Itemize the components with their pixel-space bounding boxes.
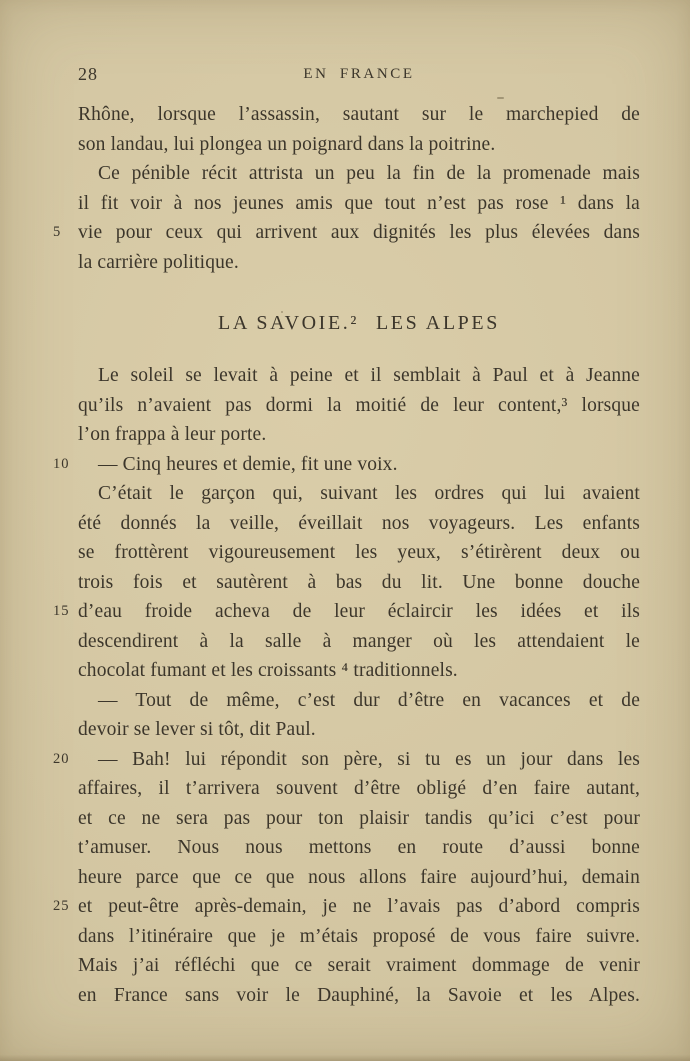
text-line: — Tout de même, c’est dur d’être en vacances et de: [98, 689, 640, 711]
margin-line-number: 10: [53, 455, 70, 472]
text-line: et ce ne sera pas pour ton plaisir tandis qu’ici c’est pour: [78, 807, 640, 829]
text-line: heure parce que ce que nous allons faire aujourd’hui, demain: [78, 866, 640, 888]
text-line: affaires, il t’arrivera souvent d’être obligé d’en faire autant,: [78, 778, 640, 799]
text-line: été donnés la veille, éveillait nos voyageurs. Les enfants: [78, 512, 640, 534]
text-line: Rhône, lorsque l’assassin, sautant sur le marchepied de: [78, 104, 640, 125]
paragraph: [78, 100, 640, 159]
paragraph: [53, 450, 640, 480]
text-line: 5 vie pour ceux qui arrivent aux dignités les plus élevées dans: [78, 218, 640, 248]
text-line: 10 — Cinq heures et demie, fit une voix.: [78, 450, 640, 480]
text-line: Mais j’ai réfléchi que ce serait vraiment dommage de venir: [78, 955, 640, 976]
text-line: 20 — Bah! lui répondit son père, si tu es un jour dans les: [78, 745, 640, 775]
paragraph: [53, 159, 640, 277]
margin-line-number: 25: [53, 898, 70, 914]
text-line: chocolat fumant et les croissants ⁴ traditionnels.: [78, 660, 458, 681]
text-line: son landau, lui plongea un poignard dans la poitrine.: [78, 133, 496, 155]
text-line: la carrière politique.: [78, 251, 239, 273]
text-line: Le soleil se levait à peine et il semblait à Paul et à Jeanne: [98, 365, 640, 386]
paragraph: [78, 361, 640, 450]
page-header: [78, 64, 640, 85]
text-line: trois fois et sautèrent à bas du lit. Une bonne douche: [78, 571, 640, 593]
paragraph: [53, 745, 640, 1011]
text-line: l’on frappa à leur porte.: [78, 424, 267, 445]
body-text: [53, 100, 640, 1010]
text-line: descendirent à la salle à manger où les attendaient le: [78, 630, 640, 652]
text-line: qu’ils n’avaient pas dormi la moitié de leur content,³ lorsque: [78, 394, 640, 416]
text-line: Ce pénible récit attrista un peu la fin de la promenade mais: [98, 163, 640, 184]
text-column: [53, 64, 640, 1010]
margin-line-number: 20: [53, 750, 70, 767]
section-heading: [78, 308, 640, 338]
section-heading-part2: LES ALPES: [375, 312, 500, 334]
text-line: en France sans voir le Dauphiné, la Savoie et les Alpes.: [78, 984, 640, 1006]
paragraph: [53, 479, 640, 686]
running-title: EN FRANCE: [303, 66, 415, 82]
text-line: C’était le garçon qui, suivant les ordres qui lui avaient: [98, 483, 640, 504]
text-line: devoir se lever si tôt, dit Paul.: [78, 719, 316, 740]
section-heading-part1: LA SAVOIE.²: [218, 312, 359, 334]
text-line: t’amuser. Nous nous mettons en route d’aussi bonne: [78, 837, 640, 858]
text-line: dans l’itinéraire que je m’étais proposé de vous faire suivre.: [78, 925, 640, 947]
margin-line-number: 5: [53, 224, 62, 240]
paragraph: [78, 686, 640, 745]
text-line: 15 d’eau froide acheva de leur éclaircir les idées et ils: [78, 597, 640, 627]
text-line: il fit voir à nos jeunes amis que tout n’est pas rose ¹ dans la: [78, 192, 640, 214]
text-line: 25 et peut-être après-demain, je ne l’avais pas d’abord compris: [78, 892, 640, 922]
text-line: se frottèrent vigoureusement les yeux, s’étirèrent deux ou: [78, 542, 640, 563]
margin-line-number: 15: [53, 603, 70, 619]
page-number: 28: [78, 64, 98, 84]
